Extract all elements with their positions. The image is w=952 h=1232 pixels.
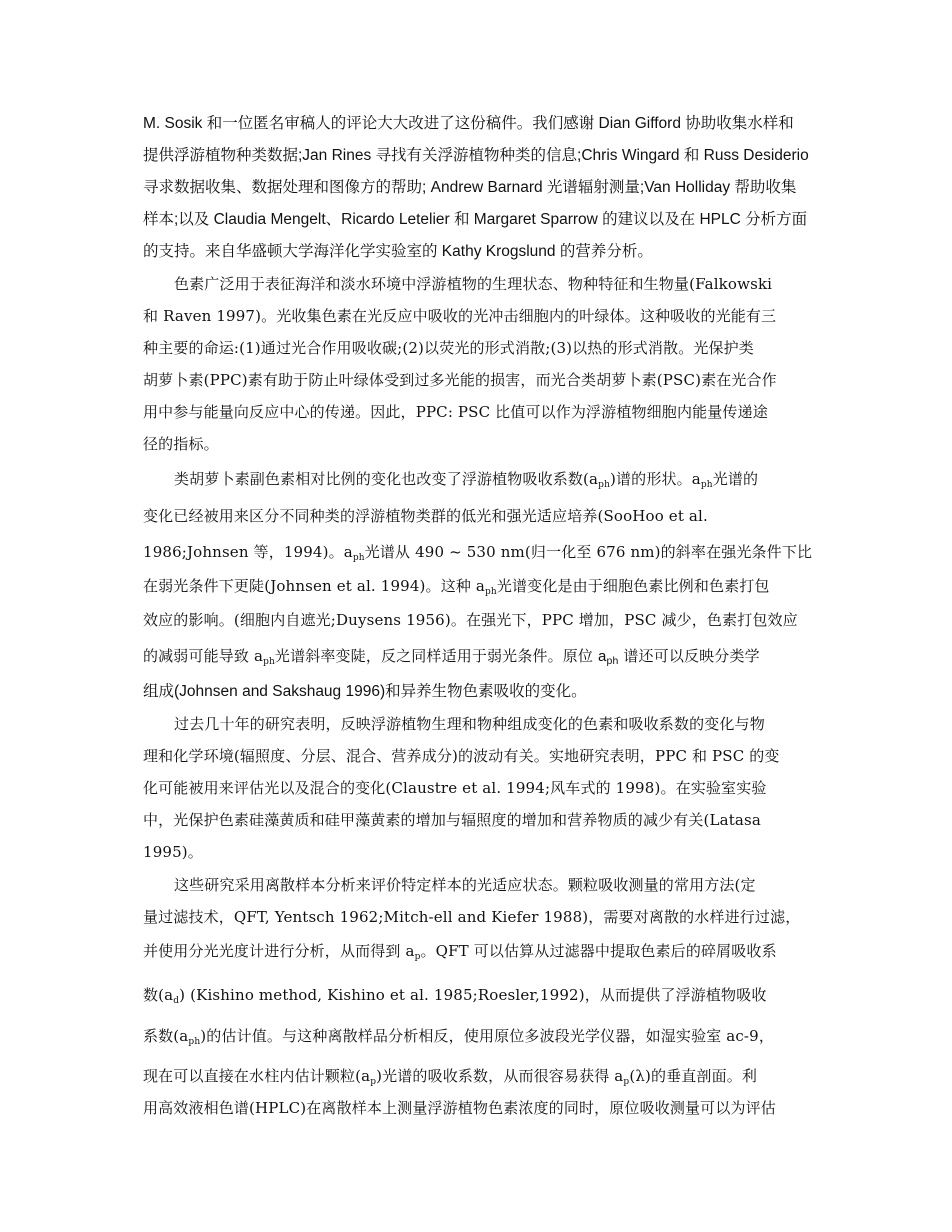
p2-text: 1986;Johnsen 等，1994)。a	[143, 543, 353, 561]
p4-line-3	[143, 941, 777, 961]
p4-line-6	[143, 1066, 757, 1086]
p4-text: )光谱的吸收系数，从而很容易获得 a	[376, 1067, 624, 1085]
p3-line-3: 化可能被用来评估光以及混合的变化(Claustre et al. 1994;风车式的 1998)。在实验室实验	[143, 779, 767, 797]
p2-line-1	[174, 469, 758, 489]
p1-line-4: 胡萝卜素(PPC)素有助于防止叶绿体受到过多光能的损害，而光合类胡萝卜素(PSC)素在光合作	[143, 371, 777, 389]
p2-line-5: 效应的影响。(细胞内自遮光;Duysens 1956)。在强光下，PPC 增加，PSC 减少，色素打包效应	[143, 611, 798, 629]
p4-line-2: 量过滤技术，QFT, Yentsch 1962;Mitch-ell and Kiefer 1988)，需要对离散的水样进行过滤，	[143, 908, 801, 926]
ack-line-5: 的支持。来自华盛顿大学海洋化学实验室的 Kathy Krogslund 的营养分析。	[143, 243, 653, 260]
ack-line-3: 寻求数据收集、数据处理和图像方的帮助; Andrew Barnard 光谱辐射测量;Van Holliday 帮助收集	[143, 179, 797, 196]
p4-text: 并使用分光光度计进行分析，从而得到 a	[143, 942, 415, 960]
p2-text: 光谱从 490 ~ 530 nm(归一化至 676 nm)的斜率在强光条件下比	[364, 543, 813, 561]
subscript-ph: ph	[485, 587, 497, 597]
p2-line-6	[143, 646, 760, 667]
ack-line-4: 样本;以及 Claudia Mengelt、Ricardo Letelier 和 Margaret Sparrow 的建议以及在 HPLC 分析方面	[143, 211, 808, 228]
p3-line-5: 1995)。	[143, 843, 203, 861]
p2-line-4	[143, 576, 770, 596]
ack-line-2: 提供浮游植物种类数据;Jan Rines 寻找有关浮游植物种类的信息;Chris Wingard 和 Russ Desiderio	[143, 147, 809, 164]
p3-line-1: 过去几十年的研究表明，反映浮游植物生理和物种组成变化的色素和吸收系数的变化与物	[174, 715, 765, 733]
subscript-d: d	[173, 996, 180, 1006]
p2-text: 类胡萝卜素副色素相对比例的变化也改变了浮游植物吸收系数(a	[174, 470, 599, 488]
p4-text: 。QFT 可以估算从过滤器中提取色素后的碎屑吸收系	[420, 942, 777, 960]
subscript-ph: ph	[598, 480, 611, 490]
p4-text: 现在可以直接在水柱内估计颗粒(a	[143, 1067, 371, 1085]
p2-line-3	[143, 542, 812, 562]
p1-line-6: 径的指标。	[143, 435, 219, 453]
subscript-ph: ph	[188, 1037, 201, 1047]
p2-line-2: 变化已经被用来区分不同种类的浮游植物类群的低光和强光适应培养(SooHoo et al.	[143, 507, 708, 525]
p2-text: 的减弱可能导致 a	[143, 647, 264, 665]
p2-line-7: 组成(Johnsen and Sakshaug 1996)和异养生物色素吸收的变化。	[143, 683, 587, 700]
p4-text: 系数(a	[143, 1027, 189, 1045]
subscript-ph: ph	[352, 553, 365, 563]
p2-text: a	[598, 648, 607, 665]
p4-text: )的估计值。与这种离散样品分析相反，使用原位多波段光学仪器，如湿实验室 ac-9，	[200, 1027, 774, 1045]
ack-line-1: M. Sosik 和一位匿名审稿人的评论大大改进了这份稿件。我们感谢 Dian Gifford 协助收集水样和	[143, 115, 794, 132]
subscript-p: p	[370, 1077, 377, 1087]
subscript-ph: ph	[263, 657, 275, 667]
p3-line-2: 理和化学环境(辐照度、分层、混合、营养成分)的波动有关。实地研究表明，PPC 和 PSC 的变	[143, 747, 780, 765]
p1-line-5: 用中参与能量向反应中心的传递。因此，PPC: PSC 比值可以作为浮游植物细胞内能量传递途	[143, 403, 768, 421]
p3-line-4: 中，光保护色素硅藻黄质和硅甲藻黄素的增加与辐照度的增加和营养物质的减少有关(Latasa	[143, 811, 761, 829]
p4-line-1: 这些研究采用离散样本分析来评价特定样本的光适应状态。颗粒吸收测量的常用方法(定	[174, 876, 756, 894]
p4-text: ) (Kishino method, Kishino et al. 1985;Roesler,1992)，从而提供了浮游植物吸收	[179, 986, 767, 1004]
p2-text: 光谱的	[712, 470, 759, 488]
p2-text: 谱还可以反映分类学	[618, 647, 760, 665]
p2-text: 光谱变化是由于细胞色素比例和色素打包	[496, 577, 770, 595]
p1-line-3: 种主要的命运:(1)通过光合作用吸收碳;(2)以荧光的形式消散;(3)以热的形式消散。光保护类	[143, 339, 754, 357]
p4-line-7: 用高效液相色谱(HPLC)在离散样本上测量浮游植物色素浓度的同时，原位吸收测量可以为评估	[143, 1099, 776, 1117]
p4-line-4	[143, 985, 767, 1005]
p1-line-2: 和 Raven 1997)。光收集色素在光反应中吸收的光冲击细胞内的叶绿体。这种吸收的光能有三	[143, 307, 777, 325]
p2-text: 光谱斜率变陡，反之同样适用于弱光条件。原位	[274, 647, 598, 665]
subscript-ph: ph	[606, 655, 619, 667]
p4-line-5	[143, 1026, 774, 1046]
p2-text: 在弱光条件下更陡(Johnsen et al. 1994)。这种 a	[143, 577, 486, 595]
p1-line-1: 色素广泛用于表征海洋和淡水环境中浮游植物的生理状态、物种特征和生物量(Falkowski	[174, 275, 773, 293]
subscript-p: p	[623, 1077, 630, 1087]
subscript-ph: ph	[700, 480, 713, 490]
subscript-p: p	[414, 952, 421, 962]
p4-text: (λ)的垂直剖面。利	[629, 1067, 758, 1085]
p4-text: 数(a	[143, 986, 174, 1004]
p2-text: )谱的形状。a	[610, 470, 701, 488]
